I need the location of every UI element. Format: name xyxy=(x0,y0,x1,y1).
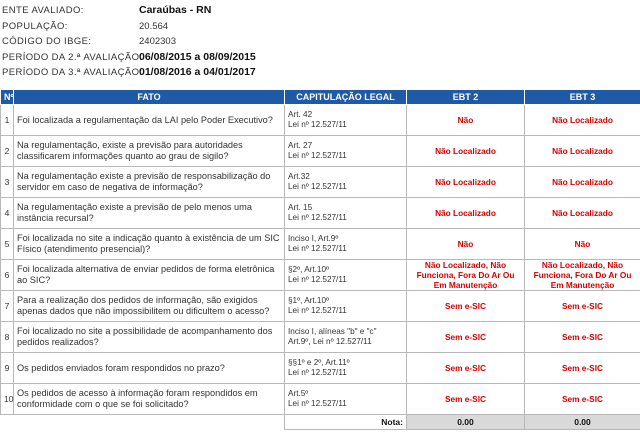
row-number: 2 xyxy=(1,136,14,167)
capitulacao-line-2: Lei nº 12.527/11 xyxy=(288,399,347,408)
col-header-num: Nº xyxy=(1,90,14,105)
row-ebt3: Sem e-SIC xyxy=(525,384,640,415)
ibge-value: 2402303 xyxy=(139,36,176,47)
row-ebt3: Sem e-SIC xyxy=(525,353,640,384)
row-fato: Na regulamentação, existe a previsão para autoridades classificarem informações quanto ao grau de sigilo? xyxy=(14,136,285,167)
table-row xyxy=(1,322,640,353)
ente-value: Caraúbas - RN xyxy=(139,4,212,16)
row-number: 7 xyxy=(1,291,14,322)
row-capitulacao xyxy=(285,105,407,136)
col-header-fato: FATO xyxy=(14,90,285,105)
nota-ebt3: 0.00 xyxy=(525,415,640,430)
row-fato: Para a realização dos pedidos de informação, são exigidos apenas dados que não impossibilitem ou dificultem o acesso? xyxy=(14,291,285,322)
capitulacao-line-1: §2º, Art.10º xyxy=(288,265,330,274)
row-number: 4 xyxy=(1,198,14,229)
row-capitulacao xyxy=(285,260,407,291)
ente-row xyxy=(0,3,640,19)
capitulacao-line-2: Art.9º, Lei nº 12.527/11 xyxy=(288,337,372,346)
capitulacao-line-1: Art. 15 xyxy=(288,203,313,212)
row-fato: Os pedidos enviados foram respondidos no prazo? xyxy=(14,353,285,384)
row-number: 6 xyxy=(1,260,14,291)
periodo2-value: 06/08/2015 a 08/09/2015 xyxy=(139,50,256,63)
capitulacao-line-1: Art.5º xyxy=(288,389,309,398)
row-fato: Na regulamentação existe a previsão de responsabilização do servidor em caso de negativa de informação? xyxy=(14,167,285,198)
row-number: 9 xyxy=(1,353,14,384)
row-capitulacao xyxy=(285,136,407,167)
row-number: 8 xyxy=(1,322,14,353)
row-ebt3: Não Localizado xyxy=(525,105,640,136)
table-row xyxy=(1,384,640,415)
row-ebt2: Não Localizado xyxy=(407,198,525,229)
row-ebt3: Sem e-SIC xyxy=(525,322,640,353)
row-number: 3 xyxy=(1,167,14,198)
capitulacao-line-2: Lei nº 12.527/11 xyxy=(288,151,347,160)
capitulacao-line-2: Lei nº 12.527/11 xyxy=(288,182,347,191)
ibge-row xyxy=(0,34,640,50)
capitulacao-line-1: Art. 42 xyxy=(288,110,313,119)
row-ebt3: Não Localizado xyxy=(525,198,640,229)
row-ebt2: Sem e-SIC xyxy=(407,384,525,415)
populacao-label: POPULAÇÃO: xyxy=(2,20,68,32)
capitulacao-line-2: Lei nº 12.527/11 xyxy=(288,120,347,129)
capitulacao-line-1: Inciso I, Art.9º xyxy=(288,234,339,243)
table-row xyxy=(1,198,640,229)
row-ebt3: Sem e-SIC xyxy=(525,291,640,322)
evaluation-header xyxy=(0,3,640,81)
table-row xyxy=(1,136,640,167)
evaluation-table xyxy=(0,89,640,430)
capitulacao-line-1: Art. 27 xyxy=(288,141,313,150)
table-row xyxy=(1,353,640,384)
row-ebt3: Não Localizado, Não Funciona, Fora Do Ar Ou Em Manutenção xyxy=(525,260,640,291)
row-ebt3: Não Localizado xyxy=(525,136,640,167)
row-ebt2: Sem e-SIC xyxy=(407,353,525,384)
ibge-label: CÓDIGO DO IBGE: xyxy=(2,36,92,47)
row-capitulacao xyxy=(285,322,407,353)
table-row xyxy=(1,167,640,198)
nota-ebt2: 0.00 xyxy=(407,415,525,430)
table-row xyxy=(1,291,640,322)
row-fato: Na regulamentação existe a previsão de pelo menos uma instância recursal? xyxy=(14,198,285,229)
col-header-ebt2: EBT 2 xyxy=(407,90,525,105)
capitulacao-line-2: Lei nº 12.527/11 xyxy=(288,213,347,222)
row-ebt2: Não xyxy=(407,105,525,136)
capitulacao-line-1: Art.32 xyxy=(288,172,310,181)
row-number: 1 xyxy=(1,105,14,136)
periodo3-label: PERÍODO DA 3.ª AVALIAÇÃO: xyxy=(2,67,143,78)
capitulacao-line-2: Lei nº 12.527/11 xyxy=(288,306,347,315)
row-ebt3: Não xyxy=(525,229,640,260)
periodo3-value: 01/08/2016 a 04/01/2017 xyxy=(139,66,256,78)
capitulacao-line-1: §§1º e 2º, Art.11º xyxy=(288,358,350,367)
table-row xyxy=(1,229,640,260)
row-number: 10 xyxy=(1,384,14,415)
row-capitulacao xyxy=(285,198,407,229)
table-row xyxy=(1,260,640,291)
row-ebt2: Não Localizado xyxy=(407,136,525,167)
row-ebt2: Não Localizado xyxy=(407,167,525,198)
table-row xyxy=(1,105,640,136)
capitulacao-line-2: Lei nº 12.527/11 xyxy=(288,275,347,284)
row-capitulacao xyxy=(285,229,407,260)
row-capitulacao xyxy=(285,384,407,415)
row-fato: Os pedidos de acesso à informação foram respondidos em conformidade com o que se foi solicitado? xyxy=(14,384,285,415)
table-header-row xyxy=(1,90,640,105)
row-ebt2: Sem e-SIC xyxy=(407,291,525,322)
row-fato: Foi localizada a regulamentação da LAI pelo Poder Executivo? xyxy=(14,105,285,136)
row-ebt2: Não xyxy=(407,229,525,260)
row-fato: Foi localizada alternativa de enviar pedidos de forma eletrônica ao SIC? xyxy=(14,260,285,291)
nota-label: Nota: xyxy=(285,415,407,430)
periodo2-row xyxy=(0,50,640,66)
row-number: 5 xyxy=(1,229,14,260)
capitulacao-line-1: §1º, Art.10º xyxy=(288,296,330,305)
row-ebt2: Não Localizado, Não Funciona, Fora Do Ar Ou Em Manutenção xyxy=(407,260,525,291)
row-ebt3: Não Localizado xyxy=(525,167,640,198)
row-capitulacao xyxy=(285,353,407,384)
periodo3-row xyxy=(0,65,640,81)
ente-label: ENTE AVALIADO: xyxy=(2,5,84,16)
populacao-row xyxy=(0,19,640,35)
nota-row xyxy=(1,415,640,430)
row-capitulacao xyxy=(285,167,407,198)
col-header-ebt3: EBT 3 xyxy=(525,90,640,105)
populacao-value: 20.564 xyxy=(139,20,169,32)
col-header-capitulacao: CAPITULAÇÃO LEGAL xyxy=(285,90,407,105)
row-ebt2: Sem e-SIC xyxy=(407,322,525,353)
row-capitulacao xyxy=(285,291,407,322)
capitulacao-line-1: Inciso I, alíneas "b" e "c" xyxy=(288,327,377,336)
capitulacao-line-2: Lei nº 12.527/11 xyxy=(288,244,347,253)
row-fato: Foi localizado no site a possibilidade de acompanhamento dos pedidos realizados? xyxy=(14,322,285,353)
row-fato: Foi localizada no site a indicação quanto à existência de um SIC Físico (atendimento presencial)? xyxy=(14,229,285,260)
capitulacao-line-2: Lei nº 12.527/11 xyxy=(288,368,347,377)
periodo2-label: PERÍODO DA 2.ª AVALIAÇÃO: xyxy=(2,51,143,63)
